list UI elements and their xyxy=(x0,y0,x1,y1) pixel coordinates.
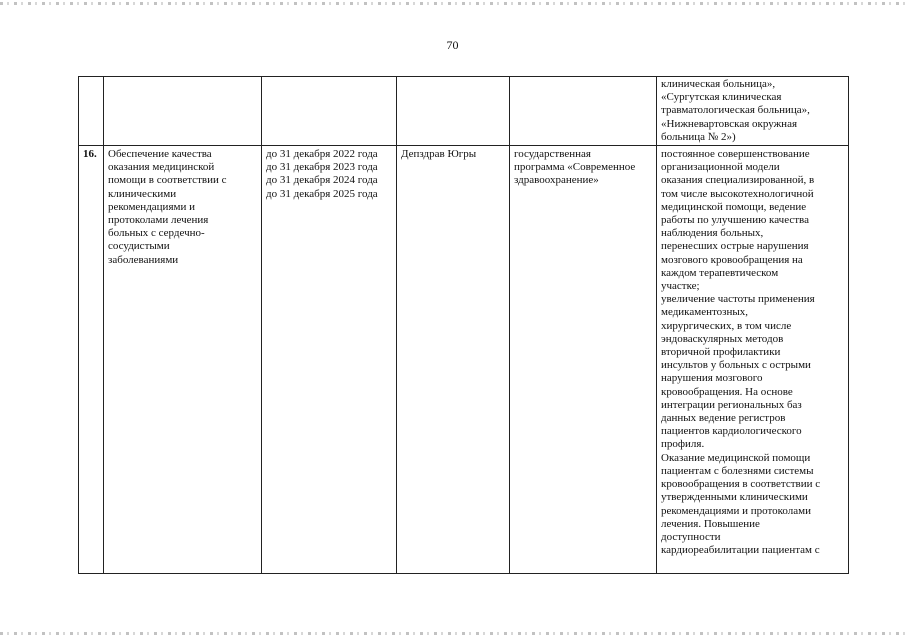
result-line: данных ведение регистров xyxy=(661,412,786,425)
result-line: доступности xyxy=(661,530,721,543)
measures-table xyxy=(78,76,849,574)
page-number: 70 xyxy=(446,38,459,52)
cell-number: 16. xyxy=(79,146,104,574)
result-line: эндоваскулярных методов xyxy=(661,332,784,345)
result-line: больница № 2») xyxy=(661,130,736,143)
result-line: работы по улучшению качества xyxy=(661,214,809,227)
title-line: сосудистыми xyxy=(108,240,170,253)
result-line: клиническая больница», xyxy=(661,78,776,90)
cell-responsible xyxy=(397,146,510,574)
result-line: мозгового кровообращения на xyxy=(661,253,803,266)
result-line: Оказание медицинской помощи xyxy=(661,451,811,464)
result-line: постоянное совершенствование xyxy=(661,148,810,161)
result-line: медицинской помощи, ведение xyxy=(661,200,807,213)
table-row-continuation xyxy=(79,77,849,146)
table-row-16 xyxy=(79,146,849,574)
title-line: Обеспечение качества xyxy=(108,148,212,161)
cell-deadline xyxy=(262,77,397,146)
result-line: лечения. Повышение xyxy=(661,517,760,530)
result-line: наблюдения больных, xyxy=(661,227,764,240)
cell-responsible xyxy=(397,77,510,146)
title-line: рекомендациями и xyxy=(108,200,195,213)
result-line: хирургических, в том числе xyxy=(661,319,792,332)
result-line: утвержденными клиническими xyxy=(661,491,808,504)
cell-source xyxy=(510,77,657,146)
result-line: профиля. xyxy=(661,438,705,451)
result-line: пациентов кардиологического xyxy=(661,425,802,438)
result-line: вторичной профилактики xyxy=(661,346,781,359)
deadline-line: до 31 декабря 2023 года xyxy=(266,161,378,174)
title-line: протоколами лечения xyxy=(108,214,209,227)
result-line: участке; xyxy=(661,280,700,293)
source-line: программа «Современное xyxy=(514,161,636,174)
cell-source xyxy=(510,146,657,574)
result-line: интеграции региональных баз xyxy=(661,398,802,411)
result-line: «Нижневартовская окружная xyxy=(661,117,798,130)
result-line: кровообращения в соответствии с xyxy=(661,478,821,491)
result-line: каждом терапевтическом xyxy=(661,266,779,279)
result-line: кардиореабилитации пациентам с xyxy=(661,544,820,557)
source-line: государственная xyxy=(514,148,591,161)
cell-result xyxy=(657,77,849,146)
result-line: медикаментозных, xyxy=(661,306,749,319)
cell-title xyxy=(104,77,262,146)
cell-number xyxy=(79,77,104,146)
responsible-text: Депздрав Югры xyxy=(401,148,477,161)
result-line: том числе высокотехнологичной xyxy=(661,187,814,200)
result-line: рекомендациями и протоколами xyxy=(661,504,811,517)
result-line: «Сургутская клиническая xyxy=(661,91,782,104)
cell-deadline xyxy=(262,146,397,574)
result-line: увеличение частоты применения xyxy=(661,293,815,306)
result-line: организационной модели xyxy=(661,161,780,174)
result-line: кровообращения. На основе xyxy=(661,385,793,398)
scan-edge-top xyxy=(0,2,905,5)
title-line: оказания медицинской xyxy=(108,161,215,174)
scan-edge-bottom xyxy=(0,632,905,635)
deadline-line: до 31 декабря 2022 года xyxy=(266,148,378,161)
title-line: помощи в соответствии с xyxy=(108,174,227,187)
result-line: перенесших острые нарушения xyxy=(661,240,809,253)
title-line: клиническими xyxy=(108,187,177,200)
deadline-line: до 31 декабря 2025 года xyxy=(266,187,378,200)
source-line: здравоохранение» xyxy=(514,174,599,187)
result-line: пациентам с болезнями системы xyxy=(661,464,814,477)
result-line: инсультов у больных с острыми xyxy=(661,359,811,372)
title-line: заболеваниями xyxy=(108,253,179,266)
result-line: травматологическая больница», xyxy=(661,104,810,117)
cell-result xyxy=(657,146,849,574)
deadline-line: до 31 декабря 2024 года xyxy=(266,174,378,187)
result-line: оказания специализированной, в xyxy=(661,174,815,187)
result-line: нарушения мозгового xyxy=(661,372,763,385)
title-line: больных с сердечно- xyxy=(108,227,205,240)
cell-title xyxy=(104,146,262,574)
